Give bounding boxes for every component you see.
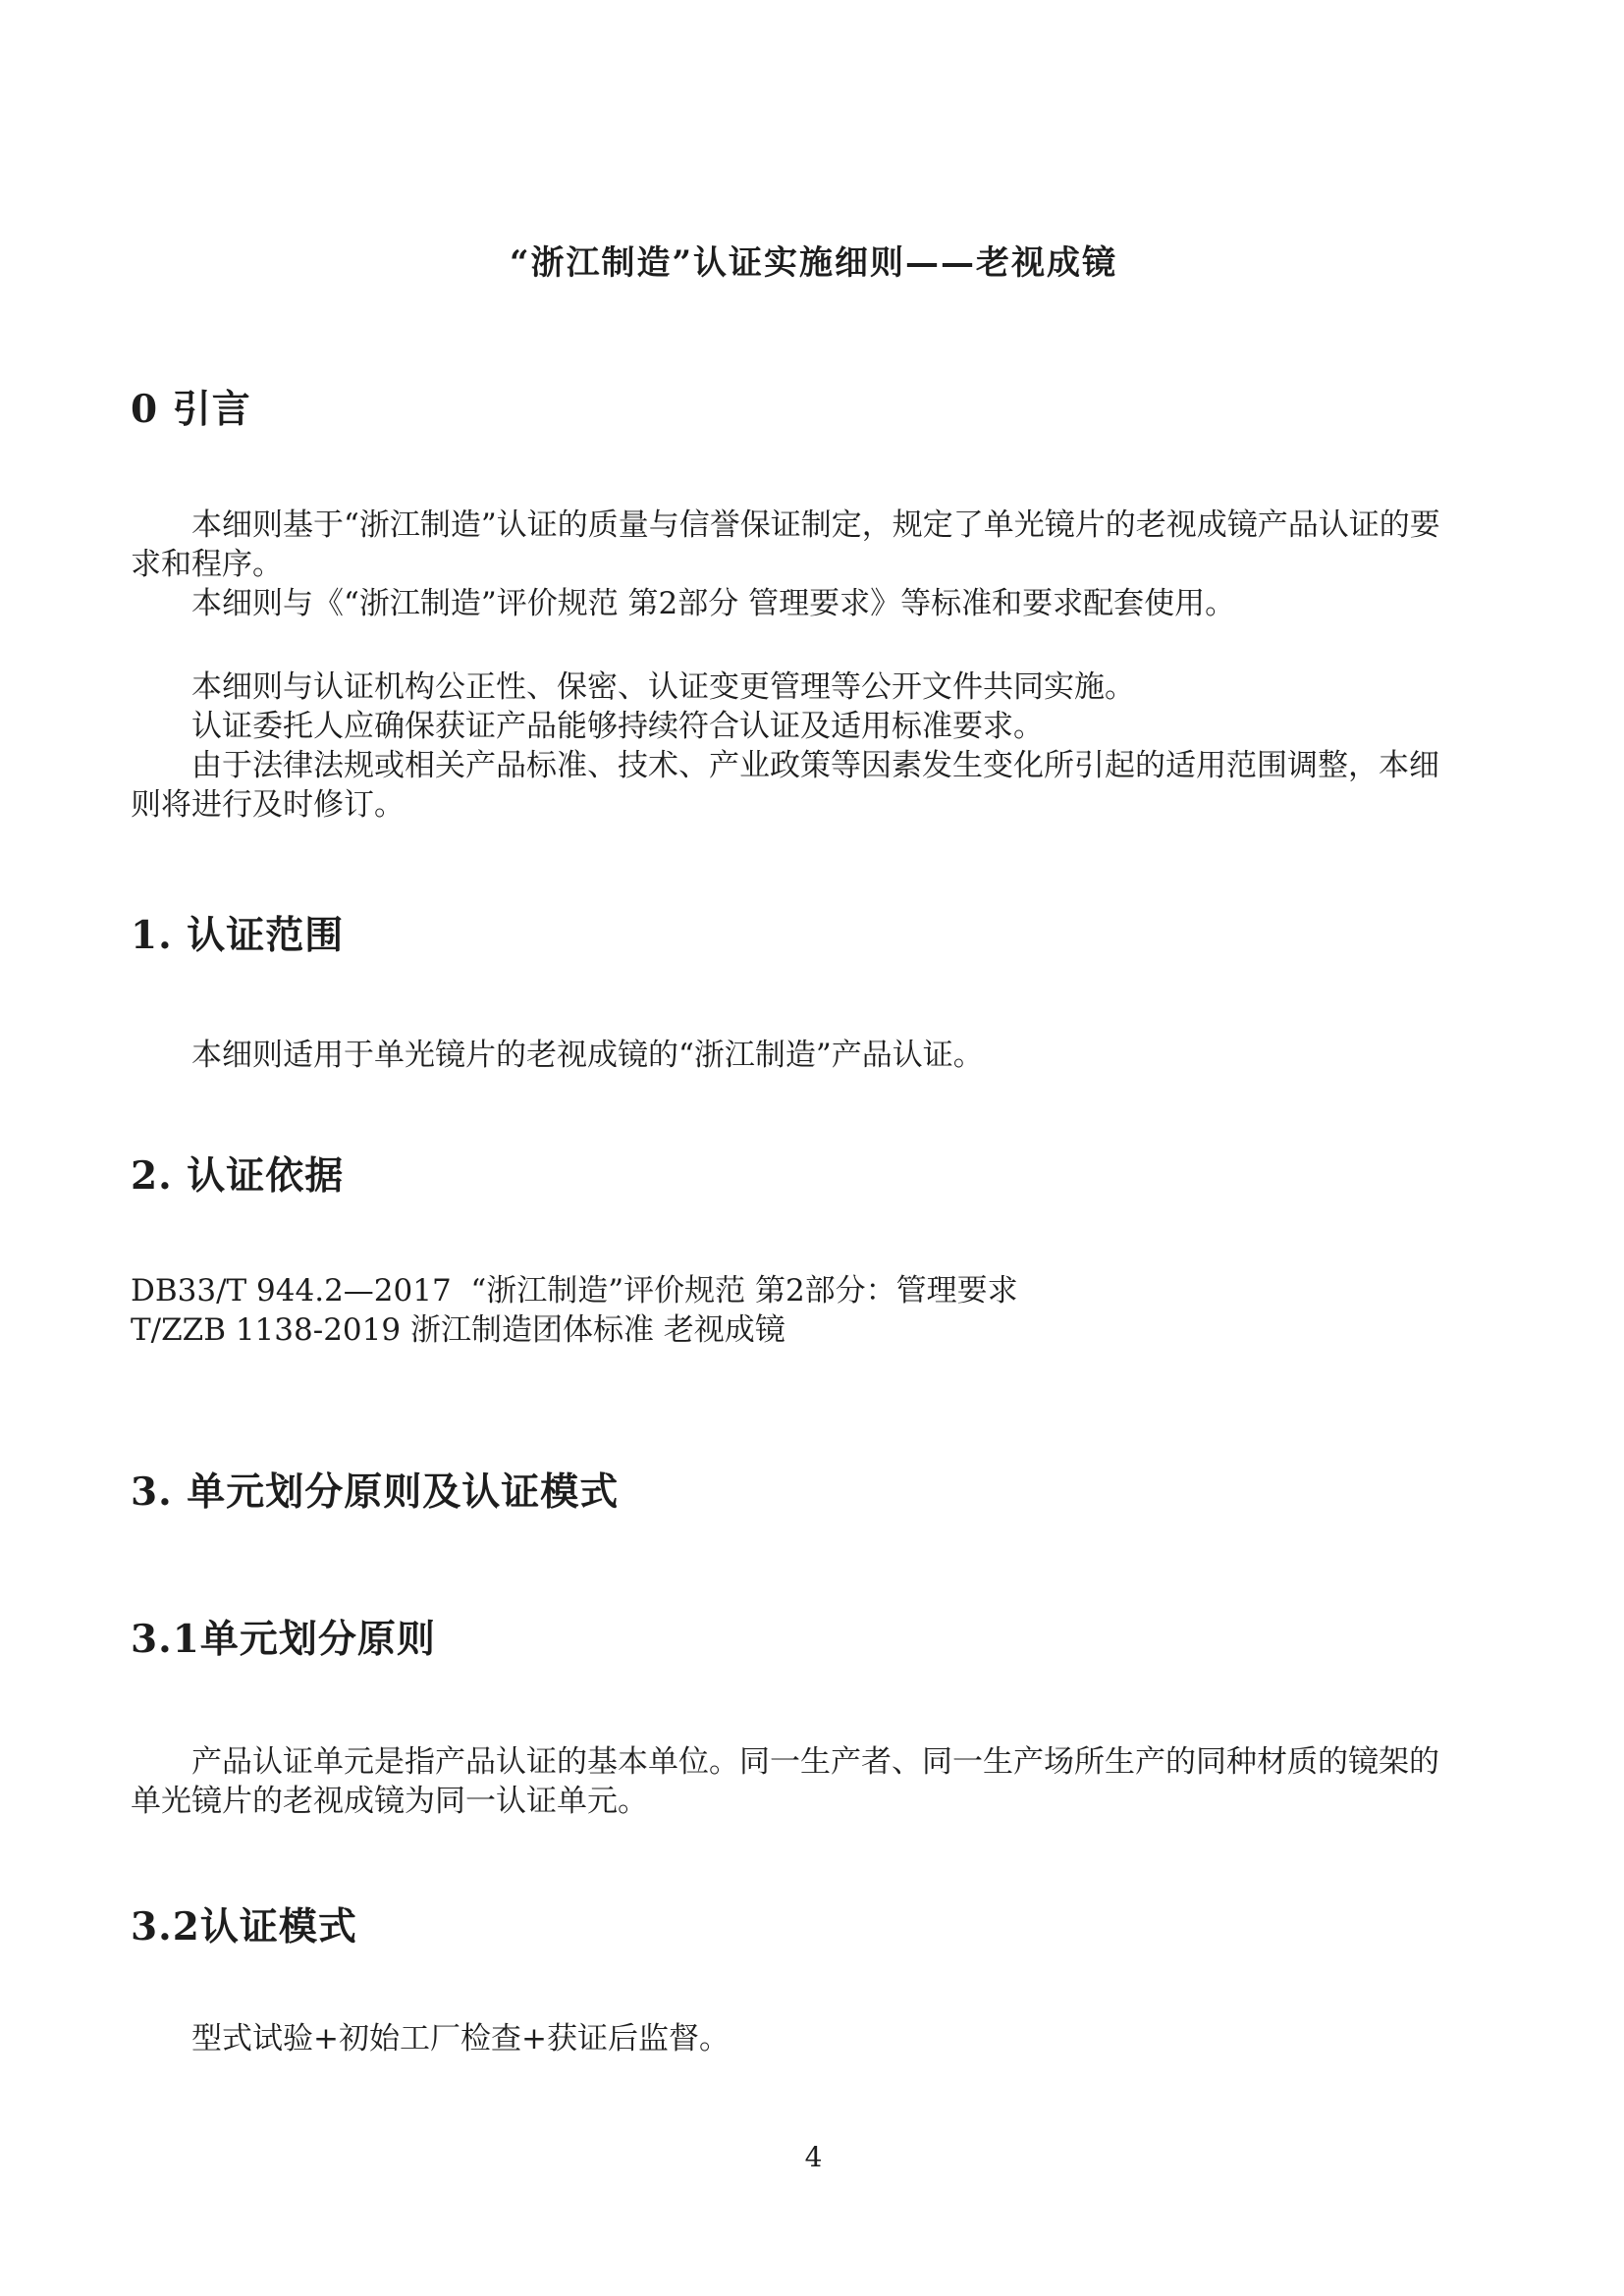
certification-mode-paragraph: 型式试验+初始工厂检查+获证后监督。 (191, 2021, 730, 2056)
intro-paragraph-2: 本细则与《“浙江制造”评价规范 第2部分 管理要求》等标准和要求配套使用。 (191, 586, 1236, 621)
standard-reference-2: T/ZZB 1138-2019 浙江制造团体标准 老视成镜 (131, 1312, 785, 1348)
intro-paragraph-4: 认证委托人应确保获证产品能够持续符合认证及适用标准要求。 (191, 709, 1044, 744)
section-heading-scope: 1. 认证范围 (131, 913, 345, 958)
standard-reference-1: DB33/T 944.2—2017 “浙江制造”评价规范 第2部分：管理要求 (131, 1273, 1018, 1308)
intro-paragraph-3: 本细则与认证机构公正性、保密、认证变更管理等公开文件共同实施。 (191, 669, 1135, 705)
unit-principle-paragraph: 产品认证单元是指产品认证的基本单位。同一生产者、同一生产场所生产的同种材质的镜架的单光镜片的老视成镜为同一认证单元。 (131, 1744, 1439, 1819)
scope-paragraph-1: 本细则适用于单光镜片的老视成镜的“浙江制造”产品认证。 (191, 1038, 984, 1073)
section-heading-unit-division: 3. 单元划分原则及认证模式 (131, 1469, 620, 1515)
intro-paragraph-5: 由于法律法规或相关产品标准、技术、产业政策等因素发生变化所引起的适用范围调整，本细则将进行及时修订。 (131, 748, 1439, 823)
page-number: 4 (804, 2141, 823, 2173)
section-heading-basis: 2. 认证依据 (131, 1153, 345, 1199)
intro-paragraph-1: 本细则基于“浙江制造”认证的质量与信誉保证制定，规定了单光镜片的老视成镜产品认证的要求和程序。 (131, 507, 1440, 582)
document-title: “浙江制造”认证实施细则——老视成镜 (509, 243, 1118, 283)
subsection-heading-unit-principle: 3.1单元划分原则 (131, 1617, 436, 1662)
section-heading-intro: 0 引言 (131, 387, 251, 432)
subsection-heading-certification-mode: 3.2认证模式 (131, 1904, 357, 1949)
